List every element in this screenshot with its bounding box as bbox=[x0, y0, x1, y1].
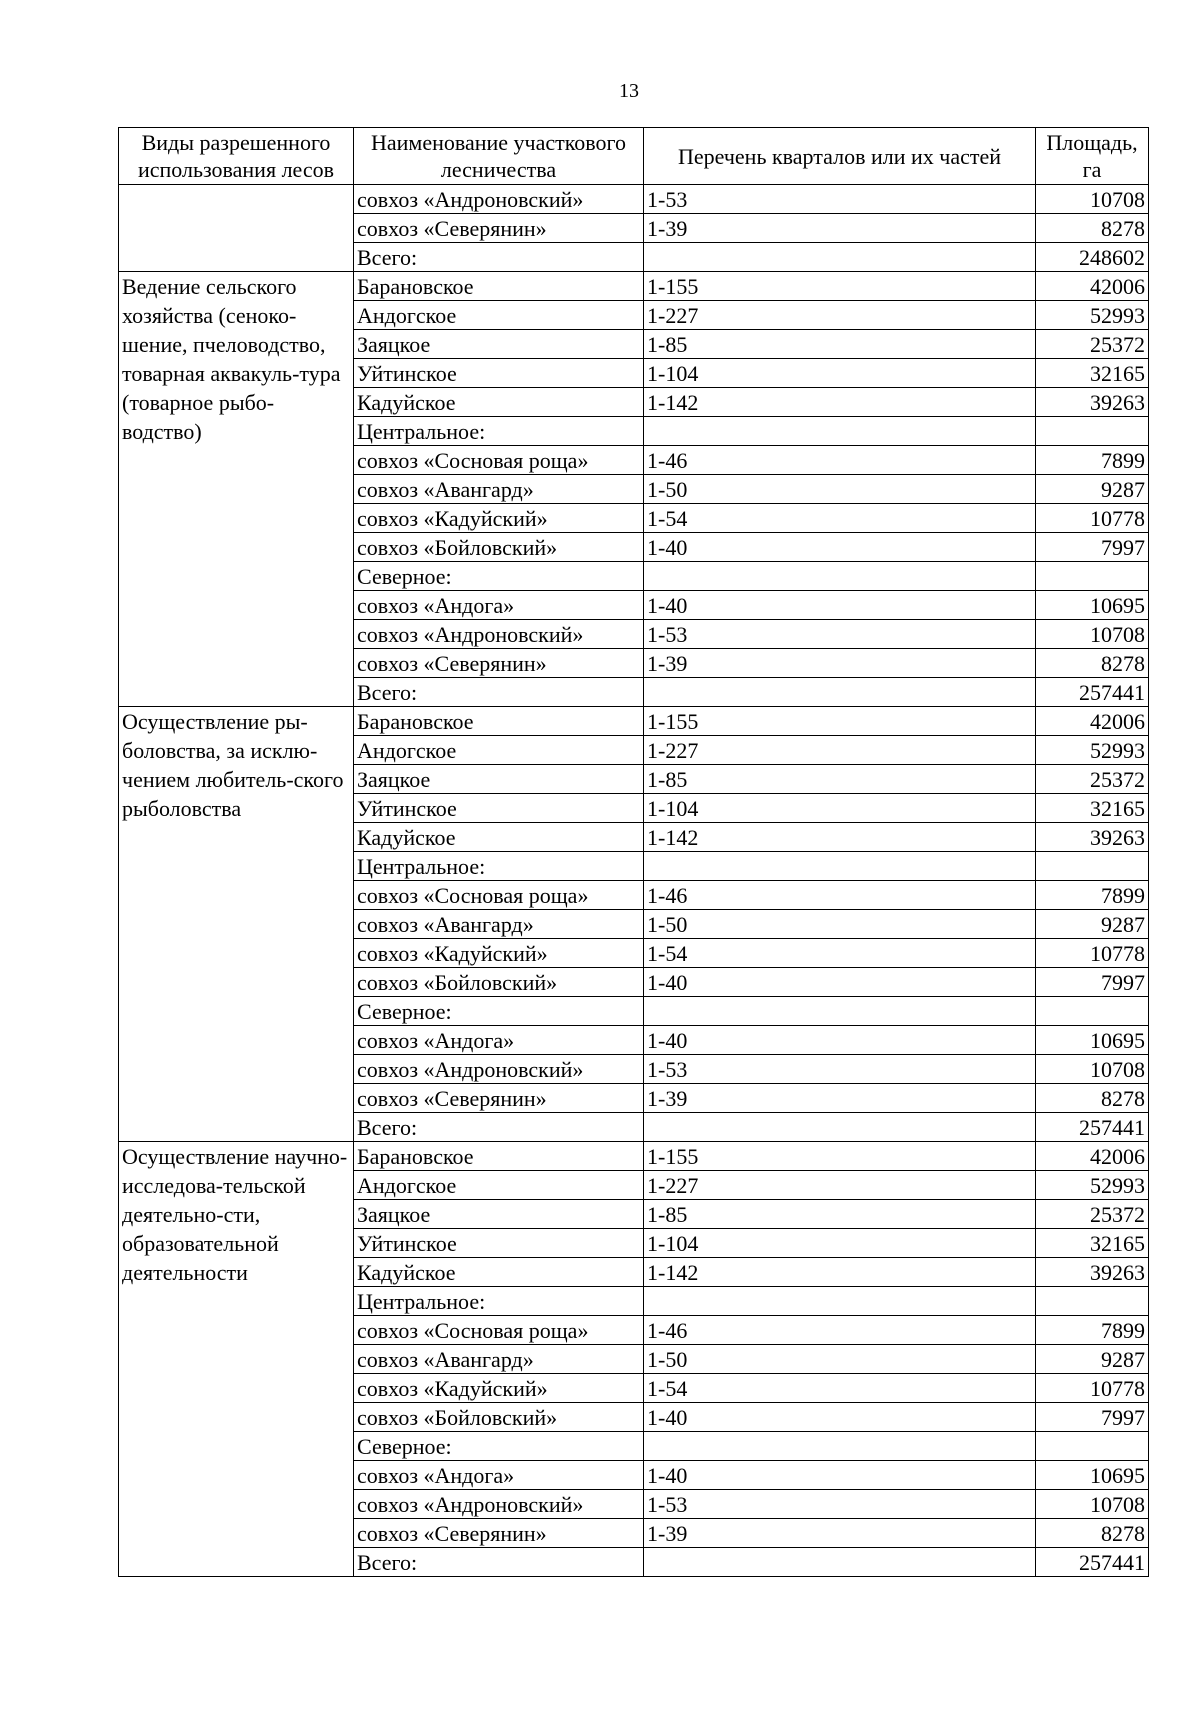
quarters-cell: 1-104 bbox=[644, 794, 1036, 823]
quarters-cell bbox=[644, 997, 1036, 1026]
quarters-cell: 1-227 bbox=[644, 1171, 1036, 1200]
forestry-name-cell: Северное: bbox=[354, 562, 644, 591]
forestry-name-cell: совхоз «Авангард» bbox=[354, 475, 644, 504]
quarters-cell: 1-50 bbox=[644, 475, 1036, 504]
quarters-cell bbox=[644, 1432, 1036, 1461]
use-type-cell: Осуществление ры-боловства, за исклю-чением любитель-ского рыболовства bbox=[119, 707, 354, 1142]
area-cell: 10695 bbox=[1036, 1461, 1149, 1490]
area-cell: 7899 bbox=[1036, 446, 1149, 475]
area-cell: 39263 bbox=[1036, 1258, 1149, 1287]
area-cell bbox=[1036, 1432, 1149, 1461]
forestry-name-cell: Заяцкое bbox=[354, 330, 644, 359]
area-cell: 10708 bbox=[1036, 1490, 1149, 1519]
forestry-name-cell: совхоз «Северянин» bbox=[354, 214, 644, 243]
forestry-name-cell: Кадуйское bbox=[354, 1258, 644, 1287]
quarters-cell: 1-50 bbox=[644, 1345, 1036, 1374]
forestry-name-cell: совхоз «Северянин» bbox=[354, 1084, 644, 1113]
area-cell: 10708 bbox=[1036, 620, 1149, 649]
forest-use-table bbox=[118, 127, 1149, 1577]
quarters-cell: 1-40 bbox=[644, 1026, 1036, 1055]
quarters-cell: 1-46 bbox=[644, 881, 1036, 910]
area-cell: 10708 bbox=[1036, 185, 1149, 214]
quarters-cell: 1-227 bbox=[644, 736, 1036, 765]
forestry-name-cell: совхоз «Авангард» bbox=[354, 1345, 644, 1374]
quarters-cell bbox=[644, 243, 1036, 272]
table-header bbox=[119, 128, 1149, 185]
area-cell bbox=[1036, 1287, 1149, 1316]
quarters-cell: 1-54 bbox=[644, 1374, 1036, 1403]
quarters-cell bbox=[644, 1287, 1036, 1316]
header-area: Площадь, га bbox=[1036, 128, 1149, 185]
forestry-name-cell: Уйтинское bbox=[354, 359, 644, 388]
table-row bbox=[119, 707, 1149, 736]
quarters-cell: 1-85 bbox=[644, 330, 1036, 359]
forestry-name-cell: Андогское bbox=[354, 1171, 644, 1200]
quarters-cell: 1-40 bbox=[644, 968, 1036, 997]
area-cell: 10778 bbox=[1036, 504, 1149, 533]
area-cell: 42006 bbox=[1036, 272, 1149, 301]
quarters-cell: 1-39 bbox=[644, 214, 1036, 243]
header-use: Виды разрешенного использования лесов bbox=[119, 128, 354, 185]
table-row bbox=[119, 272, 1149, 301]
forestry-name-cell: совхоз «Сосновая роща» bbox=[354, 446, 644, 475]
forestry-name-cell: совхоз «Кадуйский» bbox=[354, 939, 644, 968]
quarters-cell: 1-53 bbox=[644, 1490, 1036, 1519]
area-cell: 10778 bbox=[1036, 1374, 1149, 1403]
area-cell: 10778 bbox=[1036, 939, 1149, 968]
header-row bbox=[119, 128, 1149, 185]
area-cell: 42006 bbox=[1036, 707, 1149, 736]
area-cell: 7899 bbox=[1036, 881, 1149, 910]
quarters-cell: 1-50 bbox=[644, 910, 1036, 939]
quarters-cell: 1-142 bbox=[644, 823, 1036, 852]
table-body bbox=[119, 185, 1149, 1577]
forestry-name-cell: Центральное: bbox=[354, 852, 644, 881]
area-cell: 52993 bbox=[1036, 301, 1149, 330]
page-number: 13 bbox=[619, 80, 639, 102]
quarters-cell bbox=[644, 417, 1036, 446]
forestry-name-cell: совхоз «Андога» bbox=[354, 591, 644, 620]
quarters-cell: 1-46 bbox=[644, 1316, 1036, 1345]
forestry-name-cell: Уйтинское bbox=[354, 794, 644, 823]
quarters-cell: 1-46 bbox=[644, 446, 1036, 475]
area-cell: 52993 bbox=[1036, 736, 1149, 765]
area-cell bbox=[1036, 997, 1149, 1026]
forestry-name-cell: Андогское bbox=[354, 736, 644, 765]
area-cell: 32165 bbox=[1036, 1229, 1149, 1258]
forestry-name-cell: Кадуйское bbox=[354, 388, 644, 417]
quarters-cell: 1-40 bbox=[644, 1403, 1036, 1432]
forestry-name-cell: совхоз «Андога» bbox=[354, 1026, 644, 1055]
forestry-name-cell: совхоз «Бойловский» bbox=[354, 1403, 644, 1432]
quarters-cell bbox=[644, 678, 1036, 707]
area-cell: 257441 bbox=[1036, 1548, 1149, 1577]
forestry-name-cell: совхоз «Сосновая роща» bbox=[354, 881, 644, 910]
use-type-cell bbox=[119, 185, 354, 272]
area-cell: 32165 bbox=[1036, 794, 1149, 823]
area-cell: 42006 bbox=[1036, 1142, 1149, 1171]
forestry-name-cell: Барановское bbox=[354, 707, 644, 736]
area-cell: 25372 bbox=[1036, 330, 1149, 359]
forestry-name-cell: Северное: bbox=[354, 1432, 644, 1461]
forestry-name-cell: Северное: bbox=[354, 997, 644, 1026]
quarters-cell: 1-227 bbox=[644, 301, 1036, 330]
quarters-cell bbox=[644, 562, 1036, 591]
forestry-name-cell: совхоз «Кадуйский» bbox=[354, 504, 644, 533]
forestry-name-cell: Всего: bbox=[354, 1548, 644, 1577]
area-cell: 52993 bbox=[1036, 1171, 1149, 1200]
quarters-cell: 1-142 bbox=[644, 1258, 1036, 1287]
area-cell: 8278 bbox=[1036, 1084, 1149, 1113]
forestry-name-cell: совхоз «Северянин» bbox=[354, 649, 644, 678]
quarters-cell: 1-39 bbox=[644, 649, 1036, 678]
quarters-cell: 1-53 bbox=[644, 185, 1036, 214]
quarters-cell: 1-39 bbox=[644, 1519, 1036, 1548]
area-cell bbox=[1036, 852, 1149, 881]
forestry-name-cell: Заяцкое bbox=[354, 1200, 644, 1229]
forestry-name-cell: совхоз «Андроновский» bbox=[354, 1490, 644, 1519]
area-cell: 39263 bbox=[1036, 388, 1149, 417]
forestry-name-cell: Андогское bbox=[354, 301, 644, 330]
area-cell: 7997 bbox=[1036, 533, 1149, 562]
use-type-cell: Ведение сельского хозяйства (сеноко-шение, пчеловодство, товарная аквакуль-тура (товарное рыбо-водство) bbox=[119, 272, 354, 707]
forestry-name-cell: совхоз «Сосновая роща» bbox=[354, 1316, 644, 1345]
forestry-name-cell: совхоз «Андроновский» bbox=[354, 620, 644, 649]
forestry-name-cell: Центральное: bbox=[354, 1287, 644, 1316]
table-row bbox=[119, 1142, 1149, 1171]
area-cell: 7997 bbox=[1036, 1403, 1149, 1432]
forestry-name-cell: Уйтинское bbox=[354, 1229, 644, 1258]
area-cell: 25372 bbox=[1036, 1200, 1149, 1229]
area-cell: 8278 bbox=[1036, 649, 1149, 678]
use-type-cell: Осуществление научно-исследова-тельской деятельно-сти, образовательной деятельности bbox=[119, 1142, 354, 1577]
header-quarters: Перечень кварталов или их частей bbox=[644, 128, 1036, 185]
table-row bbox=[119, 185, 1149, 214]
forestry-name-cell: совхоз «Северянин» bbox=[354, 1519, 644, 1548]
quarters-cell: 1-85 bbox=[644, 765, 1036, 794]
area-cell: 9287 bbox=[1036, 1345, 1149, 1374]
quarters-cell: 1-155 bbox=[644, 707, 1036, 736]
quarters-cell: 1-54 bbox=[644, 504, 1036, 533]
forestry-name-cell: Всего: bbox=[354, 243, 644, 272]
area-cell: 7997 bbox=[1036, 968, 1149, 997]
forestry-name-cell: Центральное: bbox=[354, 417, 644, 446]
forestry-name-cell: совхоз «Андога» bbox=[354, 1461, 644, 1490]
quarters-cell bbox=[644, 852, 1036, 881]
quarters-cell: 1-53 bbox=[644, 620, 1036, 649]
forestry-name-cell: Кадуйское bbox=[354, 823, 644, 852]
area-cell: 257441 bbox=[1036, 1113, 1149, 1142]
quarters-cell: 1-40 bbox=[644, 591, 1036, 620]
quarters-cell: 1-142 bbox=[644, 388, 1036, 417]
forestry-name-cell: совхоз «Андроновский» bbox=[354, 185, 644, 214]
area-cell: 39263 bbox=[1036, 823, 1149, 852]
quarters-cell: 1-54 bbox=[644, 939, 1036, 968]
forestry-name-cell: совхоз «Андроновский» bbox=[354, 1055, 644, 1084]
quarters-cell bbox=[644, 1113, 1036, 1142]
area-cell: 32165 bbox=[1036, 359, 1149, 388]
forestry-name-cell: Барановское bbox=[354, 272, 644, 301]
area-cell: 7899 bbox=[1036, 1316, 1149, 1345]
area-cell: 10695 bbox=[1036, 591, 1149, 620]
area-cell: 257441 bbox=[1036, 678, 1149, 707]
forestry-name-cell: совхоз «Авангард» bbox=[354, 910, 644, 939]
quarters-cell: 1-155 bbox=[644, 272, 1036, 301]
forestry-name-cell: Всего: bbox=[354, 678, 644, 707]
quarters-cell: 1-53 bbox=[644, 1055, 1036, 1084]
quarters-cell: 1-40 bbox=[644, 1461, 1036, 1490]
forestry-name-cell: совхоз «Бойловский» bbox=[354, 533, 644, 562]
quarters-cell: 1-104 bbox=[644, 1229, 1036, 1258]
quarters-cell: 1-104 bbox=[644, 359, 1036, 388]
area-cell: 25372 bbox=[1036, 765, 1149, 794]
forestry-name-cell: Заяцкое bbox=[354, 765, 644, 794]
quarters-cell: 1-155 bbox=[644, 1142, 1036, 1171]
forestry-name-cell: Всего: bbox=[354, 1113, 644, 1142]
header-forestry: Наименование участкового лесничества bbox=[354, 128, 644, 185]
area-cell bbox=[1036, 562, 1149, 591]
area-cell: 8278 bbox=[1036, 1519, 1149, 1548]
quarters-cell: 1-39 bbox=[644, 1084, 1036, 1113]
quarters-cell: 1-85 bbox=[644, 1200, 1036, 1229]
area-cell: 248602 bbox=[1036, 243, 1149, 272]
forestry-name-cell: совхоз «Бойловский» bbox=[354, 968, 644, 997]
area-cell bbox=[1036, 417, 1149, 446]
area-cell: 10695 bbox=[1036, 1026, 1149, 1055]
forestry-name-cell: совхоз «Кадуйский» bbox=[354, 1374, 644, 1403]
forestry-name-cell: Барановское bbox=[354, 1142, 644, 1171]
area-cell: 9287 bbox=[1036, 910, 1149, 939]
area-cell: 10708 bbox=[1036, 1055, 1149, 1084]
quarters-cell bbox=[644, 1548, 1036, 1577]
area-cell: 8278 bbox=[1036, 214, 1149, 243]
quarters-cell: 1-40 bbox=[644, 533, 1036, 562]
area-cell: 9287 bbox=[1036, 475, 1149, 504]
